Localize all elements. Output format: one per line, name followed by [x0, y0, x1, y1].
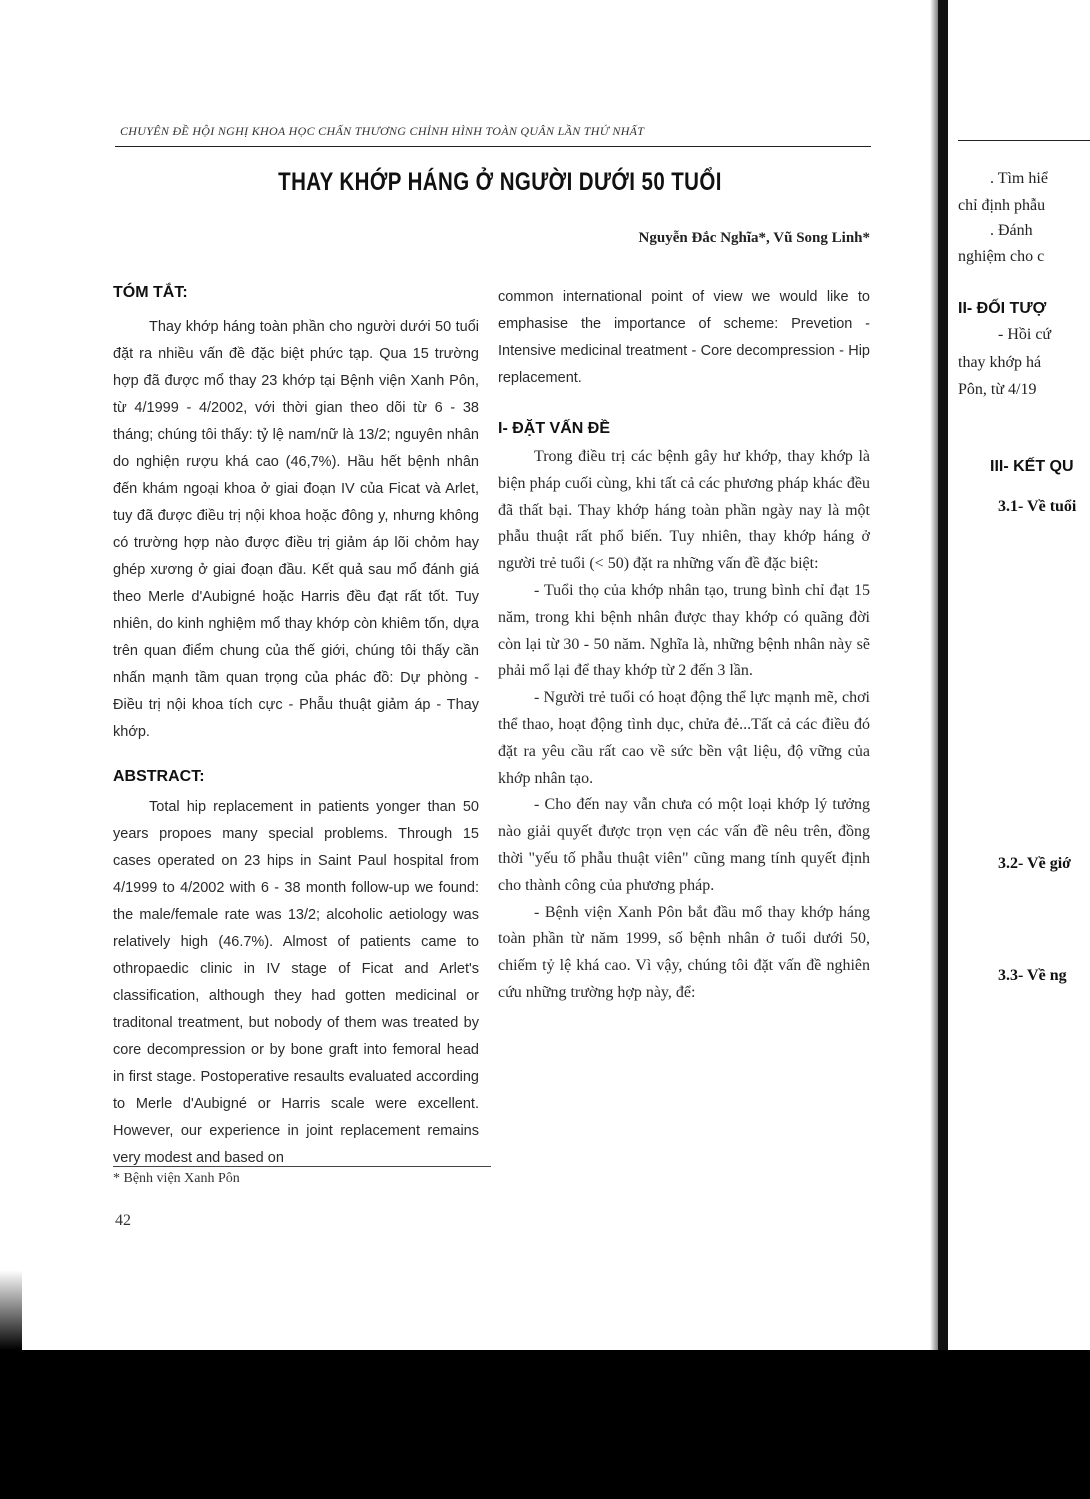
section1-paragraph: Trong điều trị các bệnh gây hư khớp, thay khớp là biện pháp cuối cùng, khi tất cả các phương pháp khác đều đã thất bại. Thay khớp háng toàn phần ngày nay là một phẫu thuật rất phổ biến. Tuy nhiên, thay khớp háng ở người trẻ tuổi (< 50) đặt ra những vấn đề đặc biệt:: [498, 448, 870, 573]
right-line: . Đánh: [990, 222, 1033, 239]
footnote-rule: [113, 1166, 491, 1167]
abstract-text: Total hip replacement in patients yonger than 50 years propoes many special problems. Through 15 cases operated on 23 hips in Saint Paul hospital from 4/1999 to 4/2002 with 6 - 38 month follow-up we found: the male/female rate was 13/2; alcoholic aetiology was relatively high (46.7%). Almost of patients came to othropaedic clinic in IV stage of Ficat and Arlet's classification, although they had gotten medicinal or traditonal treatment, but nobody of them was treated by core decompression or by bone graft into femoral head in first stage. Postoperative resaults evaluated according to Merle d'Aubigné or Harris scale were excellent. However, our experience in joint replacement remains very modest and based on: [113, 799, 479, 1166]
right-subheading: 3.2- Về giớ: [998, 855, 1071, 872]
right-line: nghiệm cho c: [958, 248, 1045, 265]
page-number: 42: [115, 1212, 131, 1229]
summary-text: Thay khớp háng toàn phần cho người dưới 50 tuổi đặt ra nhiều vấn đề đặc biệt phức tạp. Qua 15 trường hợp đã được mổ thay 23 khớp tại Bệnh viện Xanh Pôn, từ 4/1999 - 4/2002, với thời gian theo dõi từ 6 - 38 tháng; chúng tôi thấy: tỷ lệ nam/nữ là 13/2; nguyên nhân do nghiện rượu khá cao (46,7%). Hầu hết bệnh nhân đến khám ngoại khoa ở giai đoạn IV của Ficat và Arlet, tuy đã được điều trị nội khoa hoặc đông y, nhưng không có trường hợp nào được điều trị giảm áp lõi chỏm hay ghép xương ở giai đoạn đầu. Kết quả sau mổ đánh giá theo Merle d'Aubigné hoặc Harris đều đạt rất tốt. Tuy nhiên, do kinh nghiệm mổ thay khớp còn khiêm tốn, dựa trên quan điểm chung của thế giới, chúng tôi thấy cần nhấn mạnh tầm quan trọng của phác đồ: Dự phòng - Điều trị nội khoa tích cực - Phẫu thuật giảm áp - Thay khớp.: [113, 319, 479, 740]
right-line: chỉ định phẫu: [958, 197, 1046, 214]
running-header: CHUYÊN ĐỀ HỘI NGHỊ KHOA HỌC CHẤN THƯƠNG CHỈNH HÌNH TOÀN QUÂN LẦN THỨ NHẤT: [120, 124, 645, 138]
binding-shadow-soft: [930, 0, 938, 1499]
right-heading: III- KẾT QU: [990, 458, 1074, 475]
binding-shadow: [938, 0, 948, 1499]
article-title: THAY KHỚP HÁNG Ở NGƯỜI DƯỚI 50 TUỔI: [278, 168, 722, 196]
right-subheading: 3.3- Về ng: [998, 967, 1067, 984]
section1-paragraph: - Người trẻ tuổi có hoạt động thể lực mạnh mẽ, chơi thể thao, hoạt động tình dục, chửa đẻ...Tất cả các điều đó đặt ra yêu cầu rất cao về sức bền vật liệu, độ vững của khớp nhân tạo.: [498, 689, 870, 787]
footnote: * Bệnh viện Xanh Pôn: [113, 1171, 240, 1186]
abstract-continued: common international point of view we would like to emphasise the importance of scheme: Prevetion - Intensive medicinal treatment - Core decompression - Hip replacement.: [498, 289, 870, 386]
scan-bottom-shadow: [0, 1350, 1090, 1499]
summary-heading: TÓM TẮT:: [113, 284, 188, 301]
scan-left-corner: [0, 1270, 22, 1350]
section1-heading: I- ĐẶT VẤN ĐỀ: [498, 420, 610, 437]
right-line: . Tìm hiể: [990, 170, 1048, 187]
right-line: - Hồi cứ: [998, 326, 1052, 343]
left-column: [113, 284, 479, 1172]
right-subheading: 3.1- Về tuổi: [998, 498, 1077, 515]
right-line: thay khớp há: [958, 354, 1042, 371]
abstract-heading: ABSTRACT:: [113, 768, 205, 785]
right-line: Pôn, từ 4/19: [958, 381, 1037, 398]
section1-paragraph: - Tuổi thọ của khớp nhân tạo, trung bình chỉ đạt 15 năm, trong khi bệnh nhân được thay khớp có quãng đời còn lại từ 30 - 50 năm. Nghĩa là, những bệnh nhân này sẽ phải mổ lại để thay khớp từ 2 đến 3 lần.: [498, 581, 870, 680]
section1-paragraph: - Bệnh viện Xanh Pôn bắt đầu mổ thay khớp háng toàn phần từ năm 1999, số bệnh nhân ở tuổi dưới 50, chiếm tỷ lệ khá cao. Vì vậy, chúng tôi đặt vấn đề nghiên cứu những trường hợp này, để:: [498, 903, 870, 1001]
section1-paragraph: - Cho đến nay vẫn chưa có một loại khớp lý tưởng nào giải quyết được trọn vẹn các vấn đề nêu trên, đồng thời "yếu tố phẫu thuật viên" cũng mang tính quyết định cho thành công của phương pháp.: [498, 796, 870, 894]
authors: Nguyễn Đắc Nghĩa*, Vũ Song Linh*: [638, 230, 870, 246]
right-header-rule: [958, 140, 1090, 141]
middle-column: [498, 284, 870, 1007]
right-heading: II- ĐỐI TƯỢ: [958, 300, 1047, 317]
header-rule: [115, 146, 871, 147]
